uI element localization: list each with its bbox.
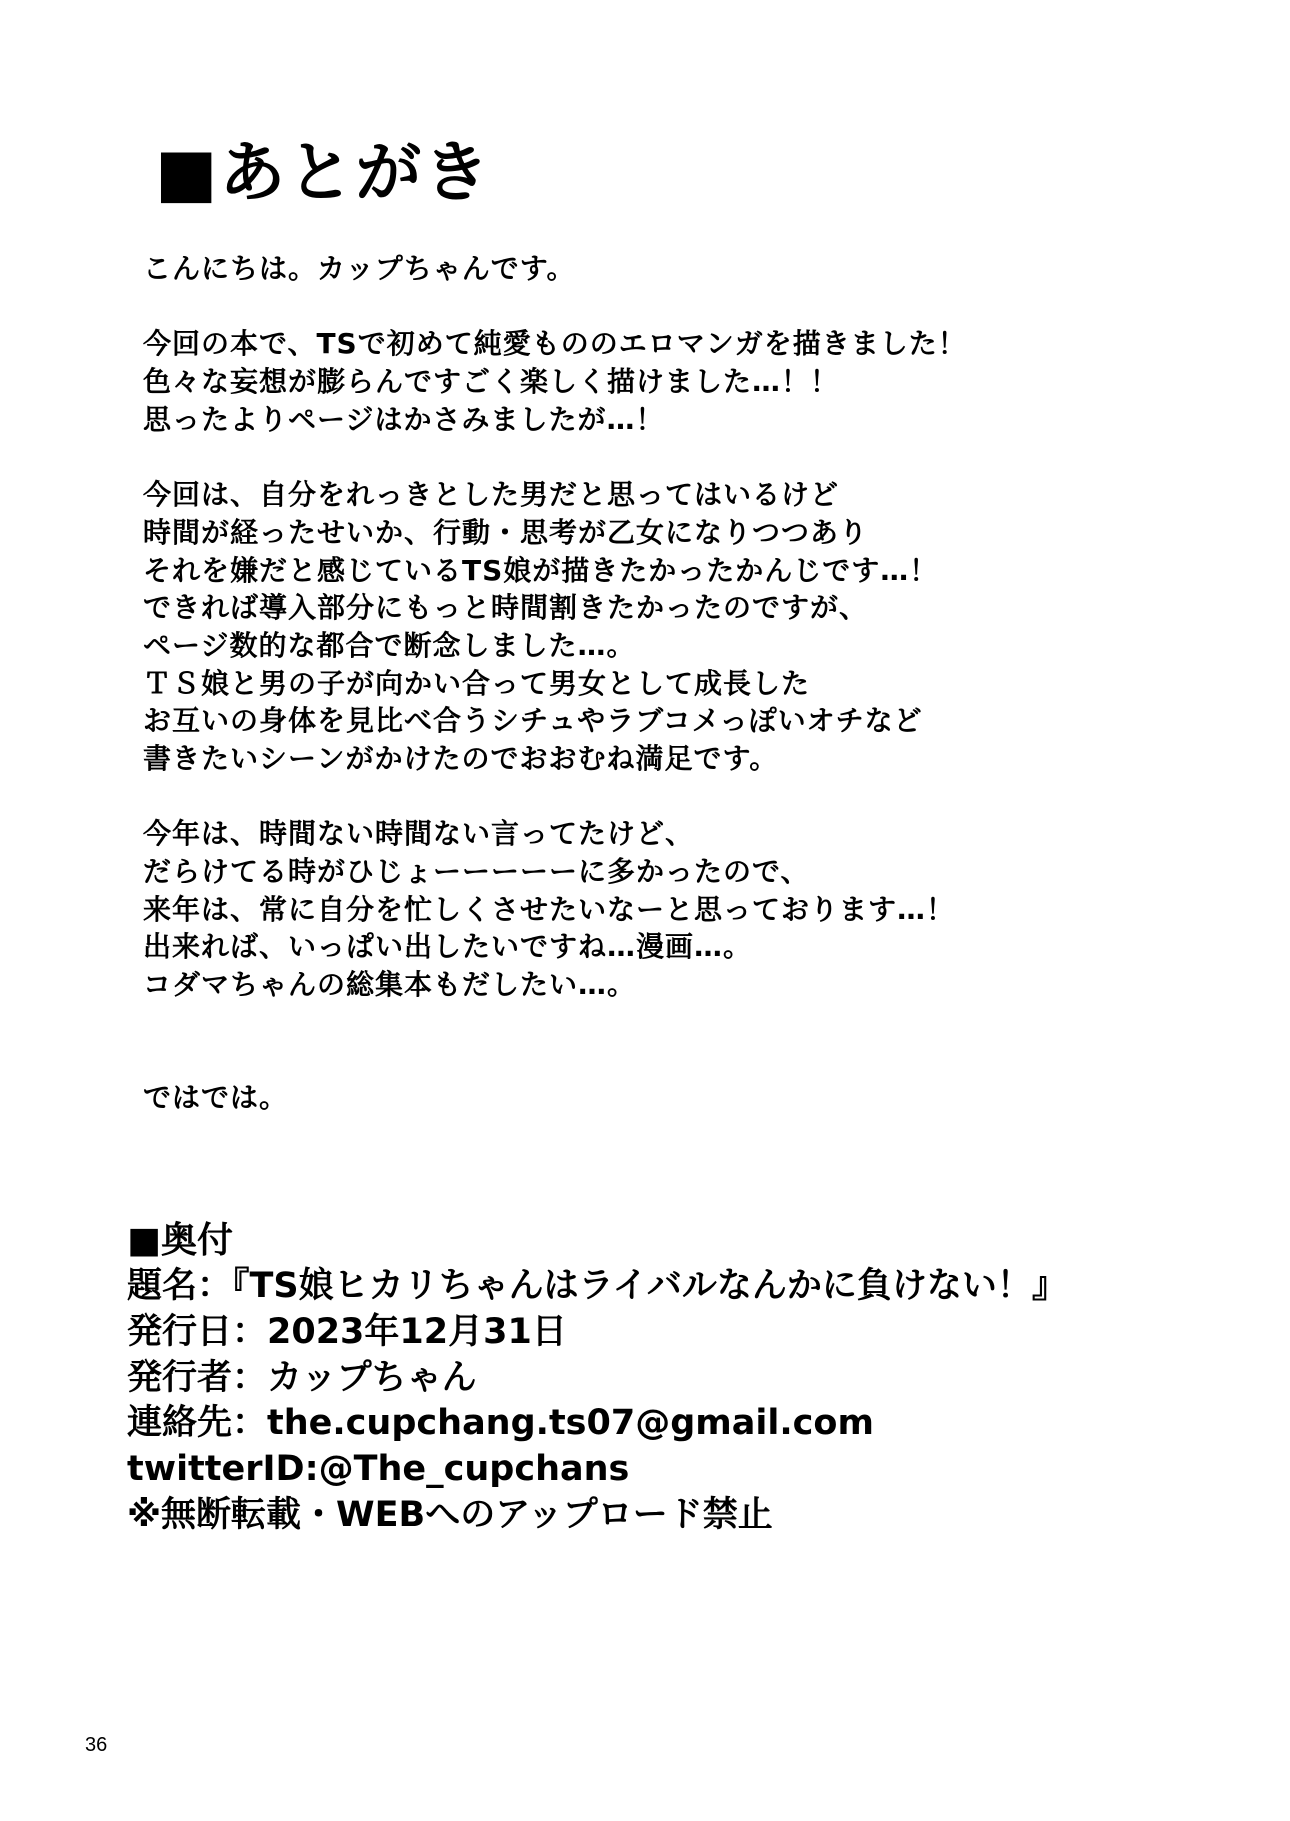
page-number: 36 <box>85 1734 108 1756</box>
afterword-closing: ではでは。 <box>143 1080 289 1114</box>
colophon-twitter: twitterID:@The_cupchans <box>127 1449 630 1490</box>
colophon-contact: 連絡先：the.cupchang.ts07@gmail.com <box>127 1403 874 1444</box>
paragraph-gap <box>143 288 1243 326</box>
afterword-line: それを嫌だと感じているTS娘が描きたかったかんじです…！ <box>143 553 939 587</box>
afterword-line: 時間が経ったせいか、行動・思考が乙女になりつつあり <box>143 515 869 549</box>
afterword-line: お互いの身体を見比べ合うシチュやラブコメっぽいオチなど <box>143 704 923 738</box>
afterword-line: 思ったよりページはかさみましたが…！ <box>143 402 665 436</box>
afterword-line: 今回は、自分をれっきとした男だと思ってはいるけど <box>143 478 840 512</box>
colophon-notice: ※無断転載・WEBへのアップロード禁止 <box>127 1494 773 1535</box>
paragraph-gap <box>143 778 1243 816</box>
afterword-line: 出来れば、いっぱい出したいですね…漫画…。 <box>143 930 753 964</box>
afterword-line: コダマちゃんの総集本もだしたい…。 <box>143 968 637 1002</box>
paragraph-gap <box>143 1004 1243 1079</box>
afterword-line: 書きたいシーンがかけたのでおおむね満足です。 <box>143 741 779 775</box>
afterword-line: だらけてる時がひじょーーーーーに多かったので、 <box>143 855 810 888</box>
afterword-line: 今回の本で、TSで初めて純愛もののエロマンガを描きました！ <box>143 327 967 361</box>
afterword-line: 色々な妄想が膨らんですごく楽しく描けました…！！ <box>143 365 840 399</box>
colophon-date: 発行日：2023年12月31日 <box>127 1311 567 1352</box>
colophon <box>127 1218 1267 1539</box>
paragraph-gap <box>143 438 1243 476</box>
afterword-line: 来年は、常に自分を忙しくさせたいなーと思っております…！ <box>143 892 956 926</box>
afterword-greeting: こんにちは。カップちゃんです。 <box>143 252 576 285</box>
afterword-line: ＴＳ娘と男の子が向かい合って男女として成長した <box>143 666 811 700</box>
afterword-line: ページ数的な都合で断念しました…。 <box>143 628 636 662</box>
colophon-heading: ■奥付 <box>127 1220 234 1261</box>
afterword-line: できれば導入部分にもっと時間割きたかったのですが、 <box>143 591 869 625</box>
afterword-line: 今年は、時間ない時間ない言ってたけど、 <box>143 817 695 851</box>
colophon-publisher: 発行者：カップちゃん <box>127 1357 477 1398</box>
afterword-heading: ■あとがき <box>155 134 492 211</box>
colophon-title: 題名：『TS娘ヒカリちゃんはライバルなんかに負けない！』 <box>127 1266 1067 1306</box>
afterword-body <box>143 250 1243 1116</box>
